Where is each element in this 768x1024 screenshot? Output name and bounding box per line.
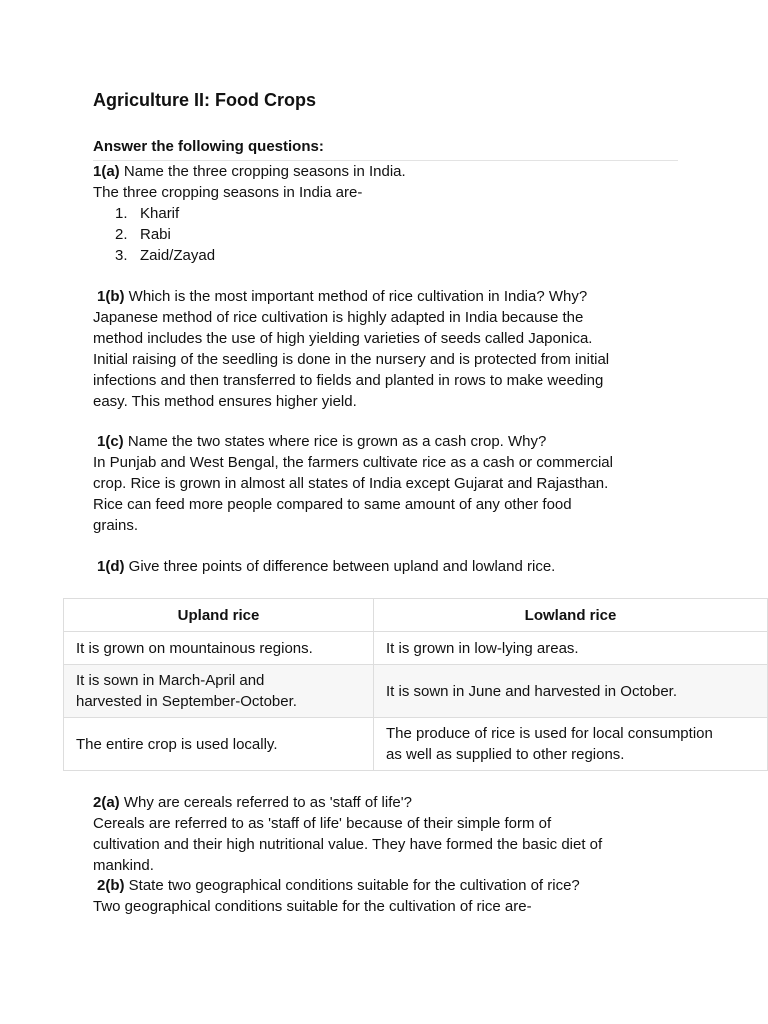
answer-line: mankind.	[93, 857, 154, 874]
answer-line: grains.	[93, 517, 139, 534]
list-item	[93, 245, 683, 266]
cropping-seasons-list	[93, 203, 683, 266]
cell-line: as well as supplied to other regions.	[386, 746, 625, 763]
table-cell	[64, 665, 374, 718]
table-cell	[374, 718, 768, 771]
question-1b-text	[93, 286, 683, 307]
table-cell	[64, 718, 374, 771]
column-header-upland: Upland rice	[64, 599, 374, 632]
question-prompt: Which is the most important method of rice cultivation in India? Why?	[124, 288, 588, 305]
question-1b	[93, 286, 683, 412]
list-text: Rabi	[140, 226, 171, 243]
question-number: 1(c)	[97, 433, 124, 450]
cell-line: harvested in September-October.	[76, 693, 297, 710]
list-text: Kharif	[140, 205, 180, 222]
table-row	[64, 665, 768, 718]
answer-line: Japanese method of rice cultivation is highly adapted in India because the	[93, 309, 584, 326]
question-2a	[93, 792, 683, 876]
list-text: Zaid/Zayad	[140, 247, 216, 264]
answer-2b-intro: Two geographical conditions suitable for the cultivation of rice are-	[93, 898, 532, 915]
list-number: 1.	[115, 205, 128, 222]
question-2a-text	[93, 792, 683, 813]
answer-line: infections and then transferred to fields and planted in rows to make weeding	[93, 372, 604, 389]
question-2b	[93, 875, 683, 917]
table-row	[64, 632, 768, 665]
question-1c-text	[93, 431, 683, 452]
cell-line: It is sown in March-April and	[76, 672, 265, 689]
answer-line: method includes the use of high yielding varieties of seeds called Japonica.	[93, 330, 593, 347]
table-cell	[374, 632, 768, 665]
cell-line: The entire crop is used locally.	[76, 735, 278, 753]
question-number: 1(a)	[93, 163, 120, 180]
list-number: 3.	[115, 247, 128, 264]
answer-line: crop. Rice is grown in almost all states of India except Gujarat and Rajasthan.	[93, 475, 609, 492]
question-number: 2(b)	[97, 877, 125, 894]
table-cell	[64, 632, 374, 665]
question-prompt: Why are cereals referred to as 'staff of life'?	[119, 794, 412, 811]
question-number: 1(d)	[97, 558, 125, 575]
question-2b-text	[93, 875, 683, 896]
page-title: Agriculture II: Food Crops	[93, 90, 316, 110]
cell-line: It is grown on mountainous regions.	[76, 639, 313, 657]
cell-line: The produce of rice is used for local consumption	[386, 725, 713, 742]
question-prompt: Name the three cropping seasons in India.	[119, 163, 406, 180]
answer-1a-intro: The three cropping seasons in India are-	[93, 184, 363, 201]
question-number: 1(b)	[97, 288, 125, 305]
table-header-row	[64, 599, 768, 632]
section-subheading: Answer the following questions:	[93, 138, 324, 155]
list-number: 2.	[115, 226, 128, 243]
upland-lowland-table	[63, 598, 768, 771]
question-prompt: State two geographical conditions suitable for the cultivation of rice?	[124, 877, 580, 894]
table-row	[64, 718, 768, 771]
column-header-lowland: Lowland rice	[374, 599, 768, 632]
question-prompt: Give three points of difference between upland and lowland rice.	[124, 558, 556, 575]
cell-line: It is grown in low-lying areas.	[386, 639, 579, 657]
answer-line: cultivation and their high nutritional value. They have formed the basic diet of	[93, 836, 603, 853]
answer-line: Cereals are referred to as 'staff of life' because of their simple form of	[93, 815, 552, 832]
question-1d-text	[93, 556, 683, 577]
question-1d	[93, 556, 683, 577]
question-1a-text	[93, 161, 683, 182]
answer-line: Initial raising of the seedling is done in the nursery and is protected from initial	[93, 351, 610, 368]
question-prompt: Name the two states where rice is grown as a cash crop. Why?	[123, 433, 547, 450]
question-1c	[93, 431, 683, 536]
answer-line: easy. This method ensures higher yield.	[93, 393, 357, 410]
question-1a	[93, 161, 683, 266]
list-item	[93, 203, 683, 224]
cell-line: It is sown in June and harvested in October.	[386, 682, 677, 700]
table-cell	[374, 665, 768, 718]
question-number: 2(a)	[93, 794, 120, 811]
answer-line: In Punjab and West Bengal, the farmers cultivate rice as a cash or commercial	[93, 454, 613, 471]
answer-line: Rice can feed more people compared to same amount of any other food	[93, 496, 572, 513]
list-item	[93, 224, 683, 245]
